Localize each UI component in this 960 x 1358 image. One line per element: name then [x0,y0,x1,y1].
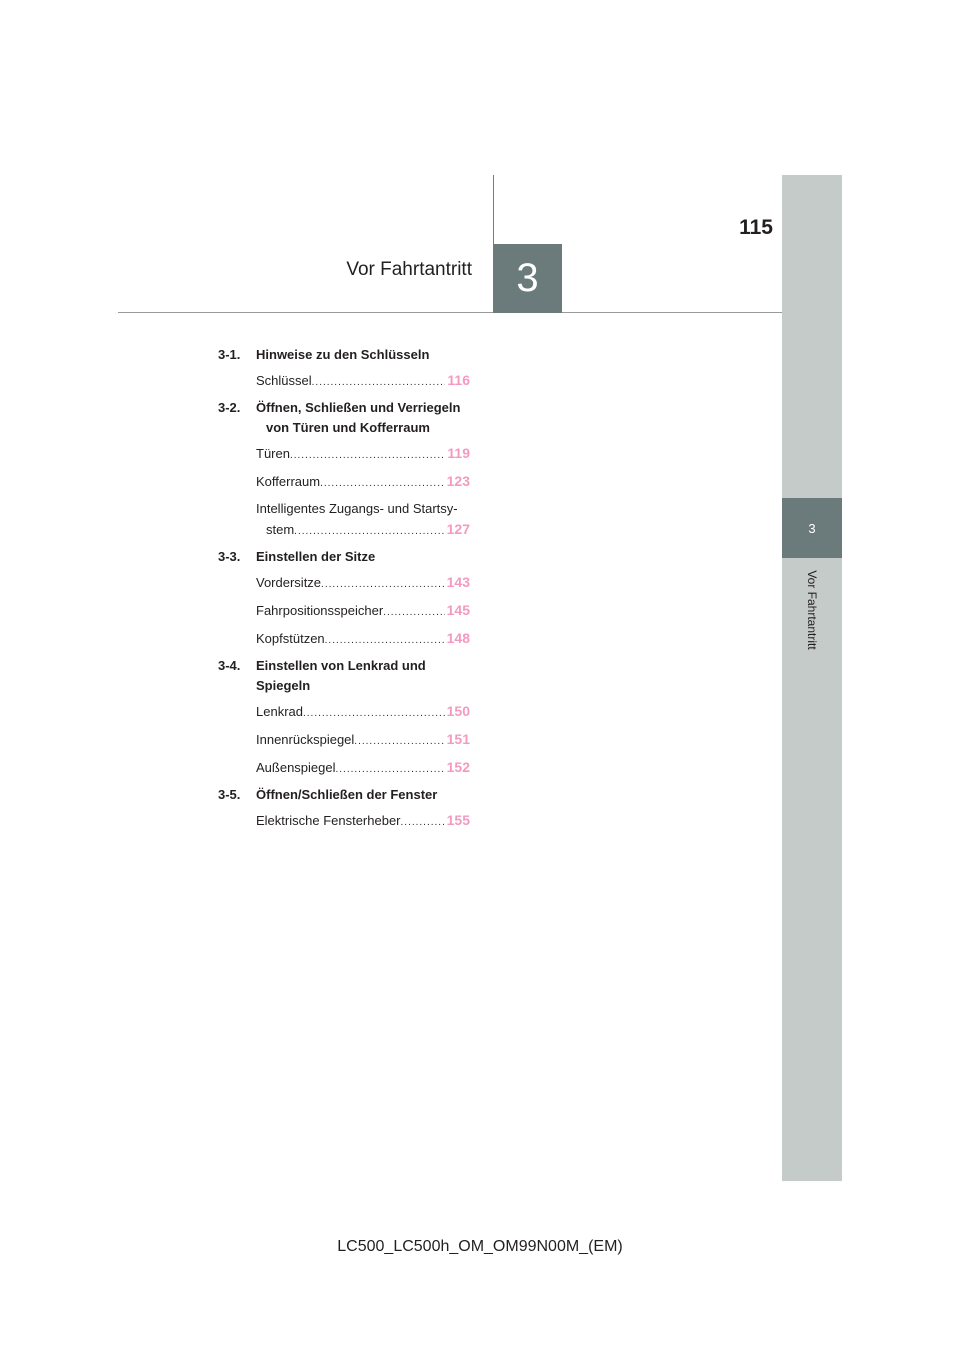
toc-entry-page[interactable]: 148 [446,630,470,646]
toc-section-title: Öffnen, Schließen und Verriegeln [256,400,461,415]
toc-entry-vordersitze[interactable] [218,572,470,595]
side-chapter-label: Vor Fahrtantritt [805,570,819,650]
table-of-contents [218,345,470,833]
dot-leader [294,522,444,542]
toc-entry-page[interactable]: 143 [446,574,470,590]
toc-entry-label: Elektrische Fensterheber [256,813,401,828]
toc-entry-kofferraum[interactable] [218,471,470,494]
toc-entry-aussenspiegel[interactable] [218,757,470,780]
toc-entry-line2 [256,519,470,542]
toc-entry-fensterheber[interactable] [218,810,470,833]
toc-entry-page[interactable]: 151 [446,731,470,747]
toc-section-title-block [256,398,470,438]
toc-entry-page[interactable]: 152 [446,759,470,775]
toc-entry-schluessel[interactable] [218,370,470,393]
toc-entry-page[interactable]: 145 [446,602,470,618]
dot-leader [312,373,446,393]
toc-section-3-1[interactable] [218,345,470,365]
toc-entry-label: Lenkrad [256,704,303,719]
toc-entry-page[interactable]: 123 [446,473,470,489]
toc-entry-label: Schlüssel [256,373,312,388]
toc-entry-page[interactable]: 119 [447,445,470,461]
toc-entry-kopfstuetzen[interactable] [218,628,470,651]
toc-entry-label: Kofferraum [256,474,321,489]
toc-entry-lenkrad[interactable] [218,701,470,724]
dot-leader [303,704,445,724]
toc-section-number: 3-3. [218,549,241,564]
toc-section-title: Hinweise zu den Schlüsseln [256,347,430,362]
toc-entry-label: Türen [256,446,290,461]
footer-document-code: LC500_LC500h_OM_OM99N00M_(EM) [337,1238,623,1255]
chapter-number-box: 3 [493,244,562,313]
toc-entry-page[interactable]: 150 [446,703,470,719]
dot-leader [321,575,445,595]
toc-entry-page[interactable]: 116 [447,372,470,388]
toc-section-title: Öffnen/Schließen der Fenster [256,787,438,802]
dot-leader [383,603,444,623]
toc-section-title: Einstellen der Sitze [256,549,376,564]
toc-section-3-3[interactable] [218,547,470,567]
toc-entry-zugangs-startsystem[interactable] [218,499,470,542]
toc-entry-tueren[interactable] [218,443,470,466]
toc-section-number: 3-1. [218,347,241,362]
toc-section-title-cont: von Türen und Kofferraum [266,420,430,435]
toc-entry-page[interactable]: 155 [446,812,470,828]
toc-entry-label: Außenspiegel [256,760,336,775]
header-vertical-rule [493,175,494,245]
toc-section-3-4[interactable] [218,656,470,696]
toc-entry-page[interactable]: 127 [446,521,470,537]
side-chapter-tab[interactable]: 3 [782,498,842,558]
toc-entry-label: Vordersitze [256,575,322,590]
toc-entry-fahrpositionsspeicher[interactable] [218,600,470,623]
toc-entry-label: Innenrückspiegel [256,732,355,747]
side-thumb-strip [782,175,842,1181]
toc-entry-label-cont: stem [266,522,295,537]
toc-entry-label: Fahrpositionsspeicher [256,603,384,618]
toc-section-3-2[interactable] [218,398,470,438]
page-number: 115 [739,216,773,239]
toc-entry-innenrueckspiegel[interactable] [218,729,470,752]
dot-leader [401,813,445,833]
header-horizontal-rule [118,312,782,313]
dot-leader [336,760,445,780]
toc-section-title: Einstellen von Lenkrad und Spiegeln [256,658,426,693]
toc-section-number: 3-4. [218,658,241,673]
dot-leader [325,631,445,651]
dot-leader [290,446,445,466]
toc-entry-label: Intelligentes Zugangs- und Startsy- [256,501,458,516]
toc-section-number: 3-5. [218,787,241,802]
toc-section-number: 3-2. [218,400,241,415]
toc-entry-label: Kopfstützen [256,631,325,646]
toc-section-3-5[interactable] [218,785,470,805]
section-title: Vor Fahrtantritt [346,259,472,280]
dot-leader [320,474,445,494]
dot-leader [354,732,444,752]
